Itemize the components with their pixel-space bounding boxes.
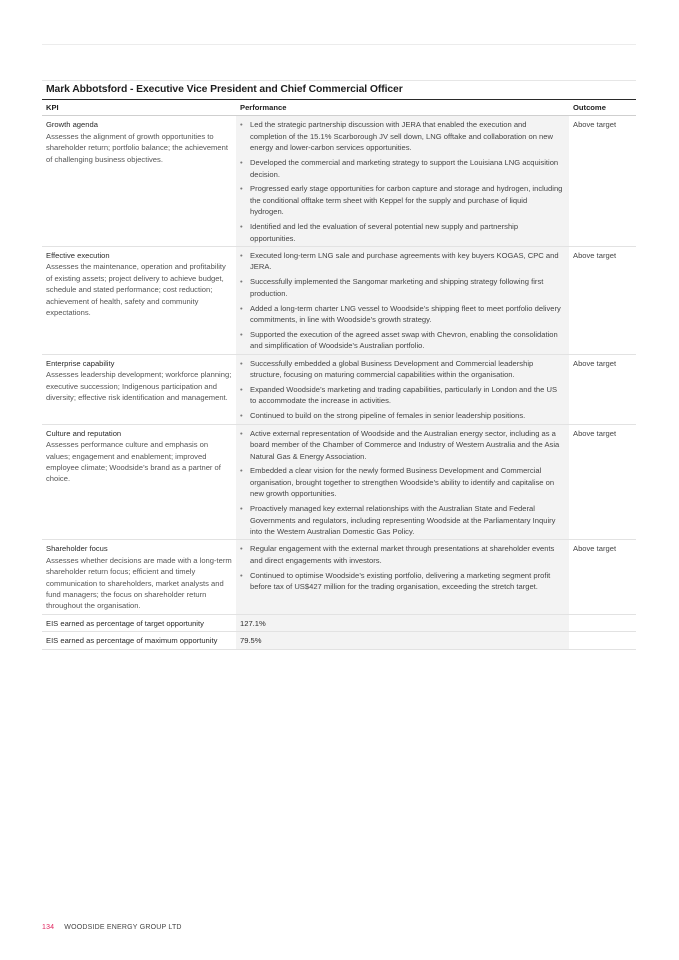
performance-cell [236, 246, 569, 354]
kpi-name: Enterprise capability [46, 358, 115, 368]
performance-item: • Added a long-term charter LNG vessel to Woodside’s shipping fleet to meet portfolio delivery commitments, in line with Woodside’s growth strategy. [240, 303, 563, 326]
performance-item: • Continued to optimise Woodside’s existing portfolio, delivering a marketing segment profit before tax of US$427 million for the trading organisation, exceeding the stretch target. [240, 570, 563, 593]
performance-item: • Supported the execution of the agreed asset swap with Chevron, enabling the consolidation and simplification of Woodside’s Australian portfolio. [240, 329, 563, 352]
performance-item: • Expanded Woodside’s marketing and trading capabilities, particularly in London and the US to accommodate the increase in activities. [240, 384, 563, 407]
kpi-name: Growth agenda [46, 120, 98, 130]
summary-label: EIS earned as percentage of target opportunity [42, 614, 236, 631]
performance-item: • Executed long-term LNG sale and purchase agreements with key buyers KOGAS, CPC and JERA. [240, 250, 563, 273]
performance-item: • Led the strategic partnership discussion with JERA that enabled the execution and completion of the 15.1% Scarborough JV sell down, LNG offtake and collaboration on new energy and lower-carbon services opportunities. [240, 119, 563, 153]
kpi-description: Assesses the maintenance, operation and profitability of existing assets; project delivery to achieve budget, schedule and stated performance; cost reduction; achievement of health, safety and community expectations. [46, 262, 226, 317]
summary-empty-cell [569, 614, 636, 631]
kpi-cell [42, 540, 236, 614]
performance-cell [236, 424, 569, 540]
kpi-description: Assesses the alignment of growth opportunities to shareholder return; portfolio balance; the achievement of challenging business objectives. [46, 131, 228, 164]
performance-item: • Regular engagement with the external market through presentations at shareholder events and direct engagements with investors. [240, 543, 563, 566]
kpi-description: Assesses leadership development; workforce planning; executive succession; Indigenous participation and diversity; effective risk identification and management. [46, 370, 232, 402]
kpi-description: Assesses whether decisions are made with a long-term shareholder return focus; efficient and timely communication to shareholders, market analysts and fund managers; the focus on shareholder return throughout the organisation. [46, 555, 232, 611]
table-header-row [42, 100, 636, 116]
kpi-table [42, 99, 636, 650]
performance-item: • Successfully embedded a global Business Development and Commercial leadership structure, focusing on maturing commercial capabilities within the organisation. [240, 358, 563, 381]
kpi-cell [42, 354, 236, 424]
performance-item: • Embedded a clear vision for the newly formed Business Development and Commercial organisation, brought together to strengthen Woodside’s ability to identify and capitalise on new growth opportunities. [240, 465, 563, 499]
performance-cell [236, 116, 569, 247]
performance-item: • Successfully implemented the Sangomar marketing and shipping strategy following first production. [240, 276, 563, 299]
performance-item: • Continued to build on the strong pipeline of females in senior leadership positions. [240, 410, 563, 421]
kpi-cell [42, 424, 236, 540]
performance-item: • Proactively managed key external relationships with the Australian State and Federal Governments and regulators, including representing Woodside at the Parliamentary Inquiry into the Western Australian Domestic Gas Policy. [240, 503, 563, 537]
kpi-description: Assesses performance culture and emphasis on values; engagement and enablement; improved employee climate; Woodside’s brand as a partner of choice. [46, 440, 221, 484]
kpi-name: Shareholder focus [46, 544, 108, 554]
summary-label: EIS earned as percentage of maximum opportunity [42, 632, 236, 649]
section-title: Mark Abbotsford - Executive Vice President and Chief Commercial Officer [46, 84, 403, 95]
header-kpi: KPI [42, 100, 236, 116]
page-footer [42, 924, 182, 931]
table-row [42, 424, 636, 540]
outcome-cell: Above target [569, 116, 636, 247]
summary-value: 127.1% [236, 614, 569, 631]
performance-item: • Active external representation of Woodside and the Australian energy sector, including as a board member of the Chamber of Commerce and Industry of Western Australia and the Asia Natural Gas & Energy Association. [240, 428, 563, 462]
header-outcome: Outcome [569, 100, 636, 116]
outcome-cell: Above target [569, 540, 636, 614]
page-number: 134 [42, 924, 55, 931]
performance-item: • Progressed early stage opportunities for carbon capture and storage and hydrogen, including the conditional offtake term sheet with Keppel for the supply and purchase of liquid hydrogen. [240, 183, 563, 217]
outcome-cell: Above target [569, 424, 636, 540]
kpi-name: Effective execution [46, 250, 110, 260]
table-row [42, 116, 636, 247]
header-performance: Performance [236, 100, 569, 116]
summary-value: 79.5% [236, 632, 569, 649]
performance-cell [236, 354, 569, 424]
outcome-cell: Above target [569, 246, 636, 354]
table-row [42, 354, 636, 424]
summary-empty-cell [569, 632, 636, 649]
summary-row [42, 614, 636, 631]
table-row [42, 540, 636, 614]
section-divider [42, 80, 636, 81]
kpi-name: Culture and reputation [46, 428, 122, 438]
kpi-cell [42, 116, 236, 247]
performance-cell [236, 540, 569, 614]
top-divider [42, 44, 636, 45]
summary-row [42, 632, 636, 649]
kpi-cell [42, 246, 236, 354]
company-name: WOODSIDE ENERGY GROUP LTD [64, 924, 182, 931]
performance-item: • Identified and led the evaluation of several potential new supply and partnership opportunities. [240, 221, 563, 244]
performance-item: • Developed the commercial and marketing strategy to support the Louisiana LNG acquisition decision. [240, 157, 563, 180]
outcome-cell: Above target [569, 354, 636, 424]
table-row [42, 246, 636, 354]
